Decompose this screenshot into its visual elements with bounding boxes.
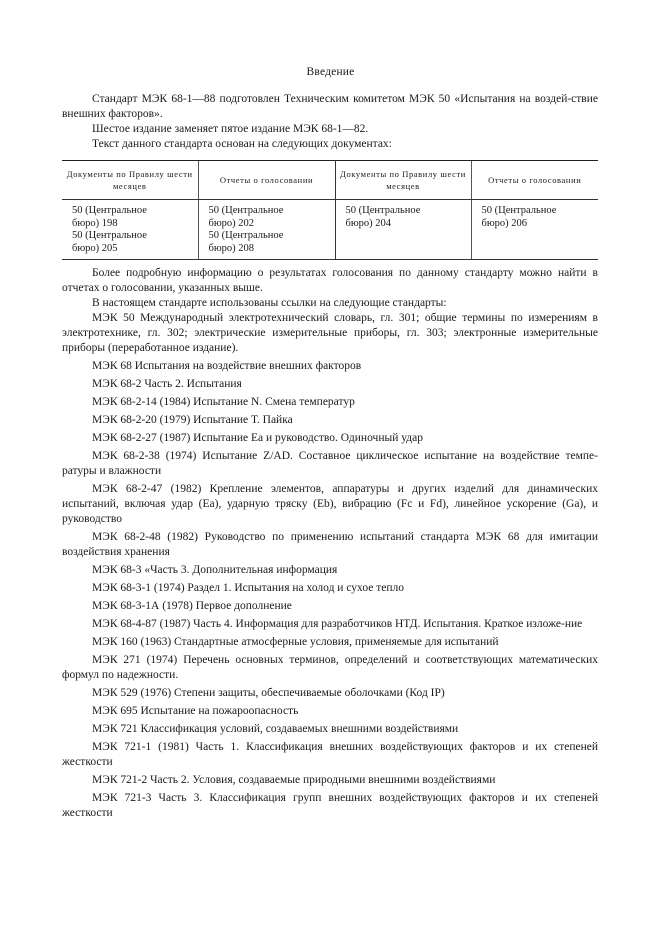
reference-item: МЭК 68-3-1 (1974) Раздел 1. Испытания на холод и сухое тепло: [92, 582, 404, 594]
reference-item: МЭК 68-4-87 (1987) Часть 4. Информация для разработчиков НТД. Испытания. Краткое изложе-ние: [92, 618, 583, 630]
reference-item: МЭК 68-2-20 (1979) Испытание Т. Пайка: [92, 414, 293, 426]
table-cell: 50 (Центральное бюро) 198 50 (Центральное бюро) 205: [62, 200, 198, 260]
table-row: [62, 200, 598, 260]
table-header-cell: Документы по Правилу шести месяцев: [335, 161, 471, 200]
reference-item: МЭК 721-2 Часть 2. Условия, создаваемые природными внешними воздействиями: [92, 774, 496, 786]
reference-item: МЭК 68-2-14 (1984) Испытание N. Смена температур: [92, 396, 355, 408]
intro-section: [62, 92, 598, 152]
reference-item: МЭК 68-2 Часть 2. Испытания: [92, 378, 242, 390]
reference-item: МЭК 721-1 (1981) Часть 1. Классификация внешних воздействующих факторов и их степеней жесткости: [62, 741, 598, 768]
table-header-cell: Документы по Правилу шести месяцев: [62, 161, 198, 200]
page-title: Введение: [306, 66, 355, 78]
table-cell: 50 (Центральное бюро) 206: [471, 200, 598, 260]
reference-item: МЭК 721-3 Часть 3. Классификация групп внешних воздействующих факторов и их степеней жесткости: [62, 792, 598, 819]
reference-item: МЭК 721 Классификация условий, создаваемых внешними воздействиями: [92, 723, 459, 735]
table-header-cell: Отчеты о голосовании: [471, 161, 598, 200]
reference-item: МЭК 271 (1974) Перечень основных терминов, определений и соответствующих математических формул по надежности.: [62, 654, 598, 681]
intro-paragraph: Текст данного стандарта основан на следующих документах:: [92, 138, 392, 150]
intro-paragraph: Стандарт МЭК 68-1—88 подготовлен Техническим комитетом МЭК 50 «Испытания на воздей-ствие внешних факторов».: [62, 93, 598, 120]
table-header-row: [62, 161, 598, 200]
body-paragraph: В настоящем стандарте использованы ссылки на следующие стандарты:: [92, 297, 447, 309]
reference-item: МЭК 160 (1963) Стандартные атмосферные условия, применяемые для испытаний: [92, 636, 499, 648]
table-cell: 50 (Центральное бюро) 202 50 (Центральное бюро) 208: [198, 200, 335, 260]
reference-item: МЭК 68-2-48 (1982) Руководство по применению испытаний стандарта МЭК 68 для имитации воздействия хранения: [62, 531, 598, 558]
reference-item: МЭК 68-3 «Часть 3. Дополнительная информация: [92, 564, 338, 576]
body-section: [62, 266, 598, 824]
reference-item: МЭК 50 Международный электротехнический словарь, гл. 301; общие термины по измерениям в электротехнике, гл. 302; электрические измерительные приборы, гл. 303; электронные измерительные приборы (переработанное издание).: [62, 312, 598, 354]
reference-item: МЭК 68 Испытания на воздействие внешних факторов: [92, 360, 362, 372]
reference-item: МЭК 68-3-1А (1978) Первое дополнение: [92, 600, 292, 612]
documents-table: [62, 160, 598, 260]
reference-item: МЭК 68-2-27 (1987) Испытание Еа и руководство. Одиночный удар: [92, 432, 423, 444]
intro-paragraph: Шестое издание заменяет пятое издание МЭК 68-1—82.: [92, 123, 369, 135]
reference-item: МЭК 529 (1976) Степени защиты, обеспечиваемые оболочками (Код IP): [92, 687, 445, 699]
reference-item: МЭК 68-2-38 (1974) Испытание Z/AD. Составное циклическое испытание на воздействие темпе-ратуры и влажности: [62, 450, 598, 477]
body-paragraph: Более подробную информацию о результатах голосования по данному стандарту можно найти в отчетах о голосовании, указанных выше.: [62, 267, 598, 294]
table-cell: 50 (Центральное бюро) 204: [335, 200, 471, 260]
table-header-cell: Отчеты о голосовании: [198, 161, 335, 200]
reference-item: МЭК 695 Испытание на пожароопасность: [92, 705, 299, 717]
reference-item: МЭК 68-2-47 (1982) Крепление элементов, аппаратуры и других изделий для динамических испытаний, включая удар (Еа), ударную тряску (Eb), вибрацию (Fc и Fd), линейное ускорение (Ga), и руководство: [62, 483, 598, 525]
